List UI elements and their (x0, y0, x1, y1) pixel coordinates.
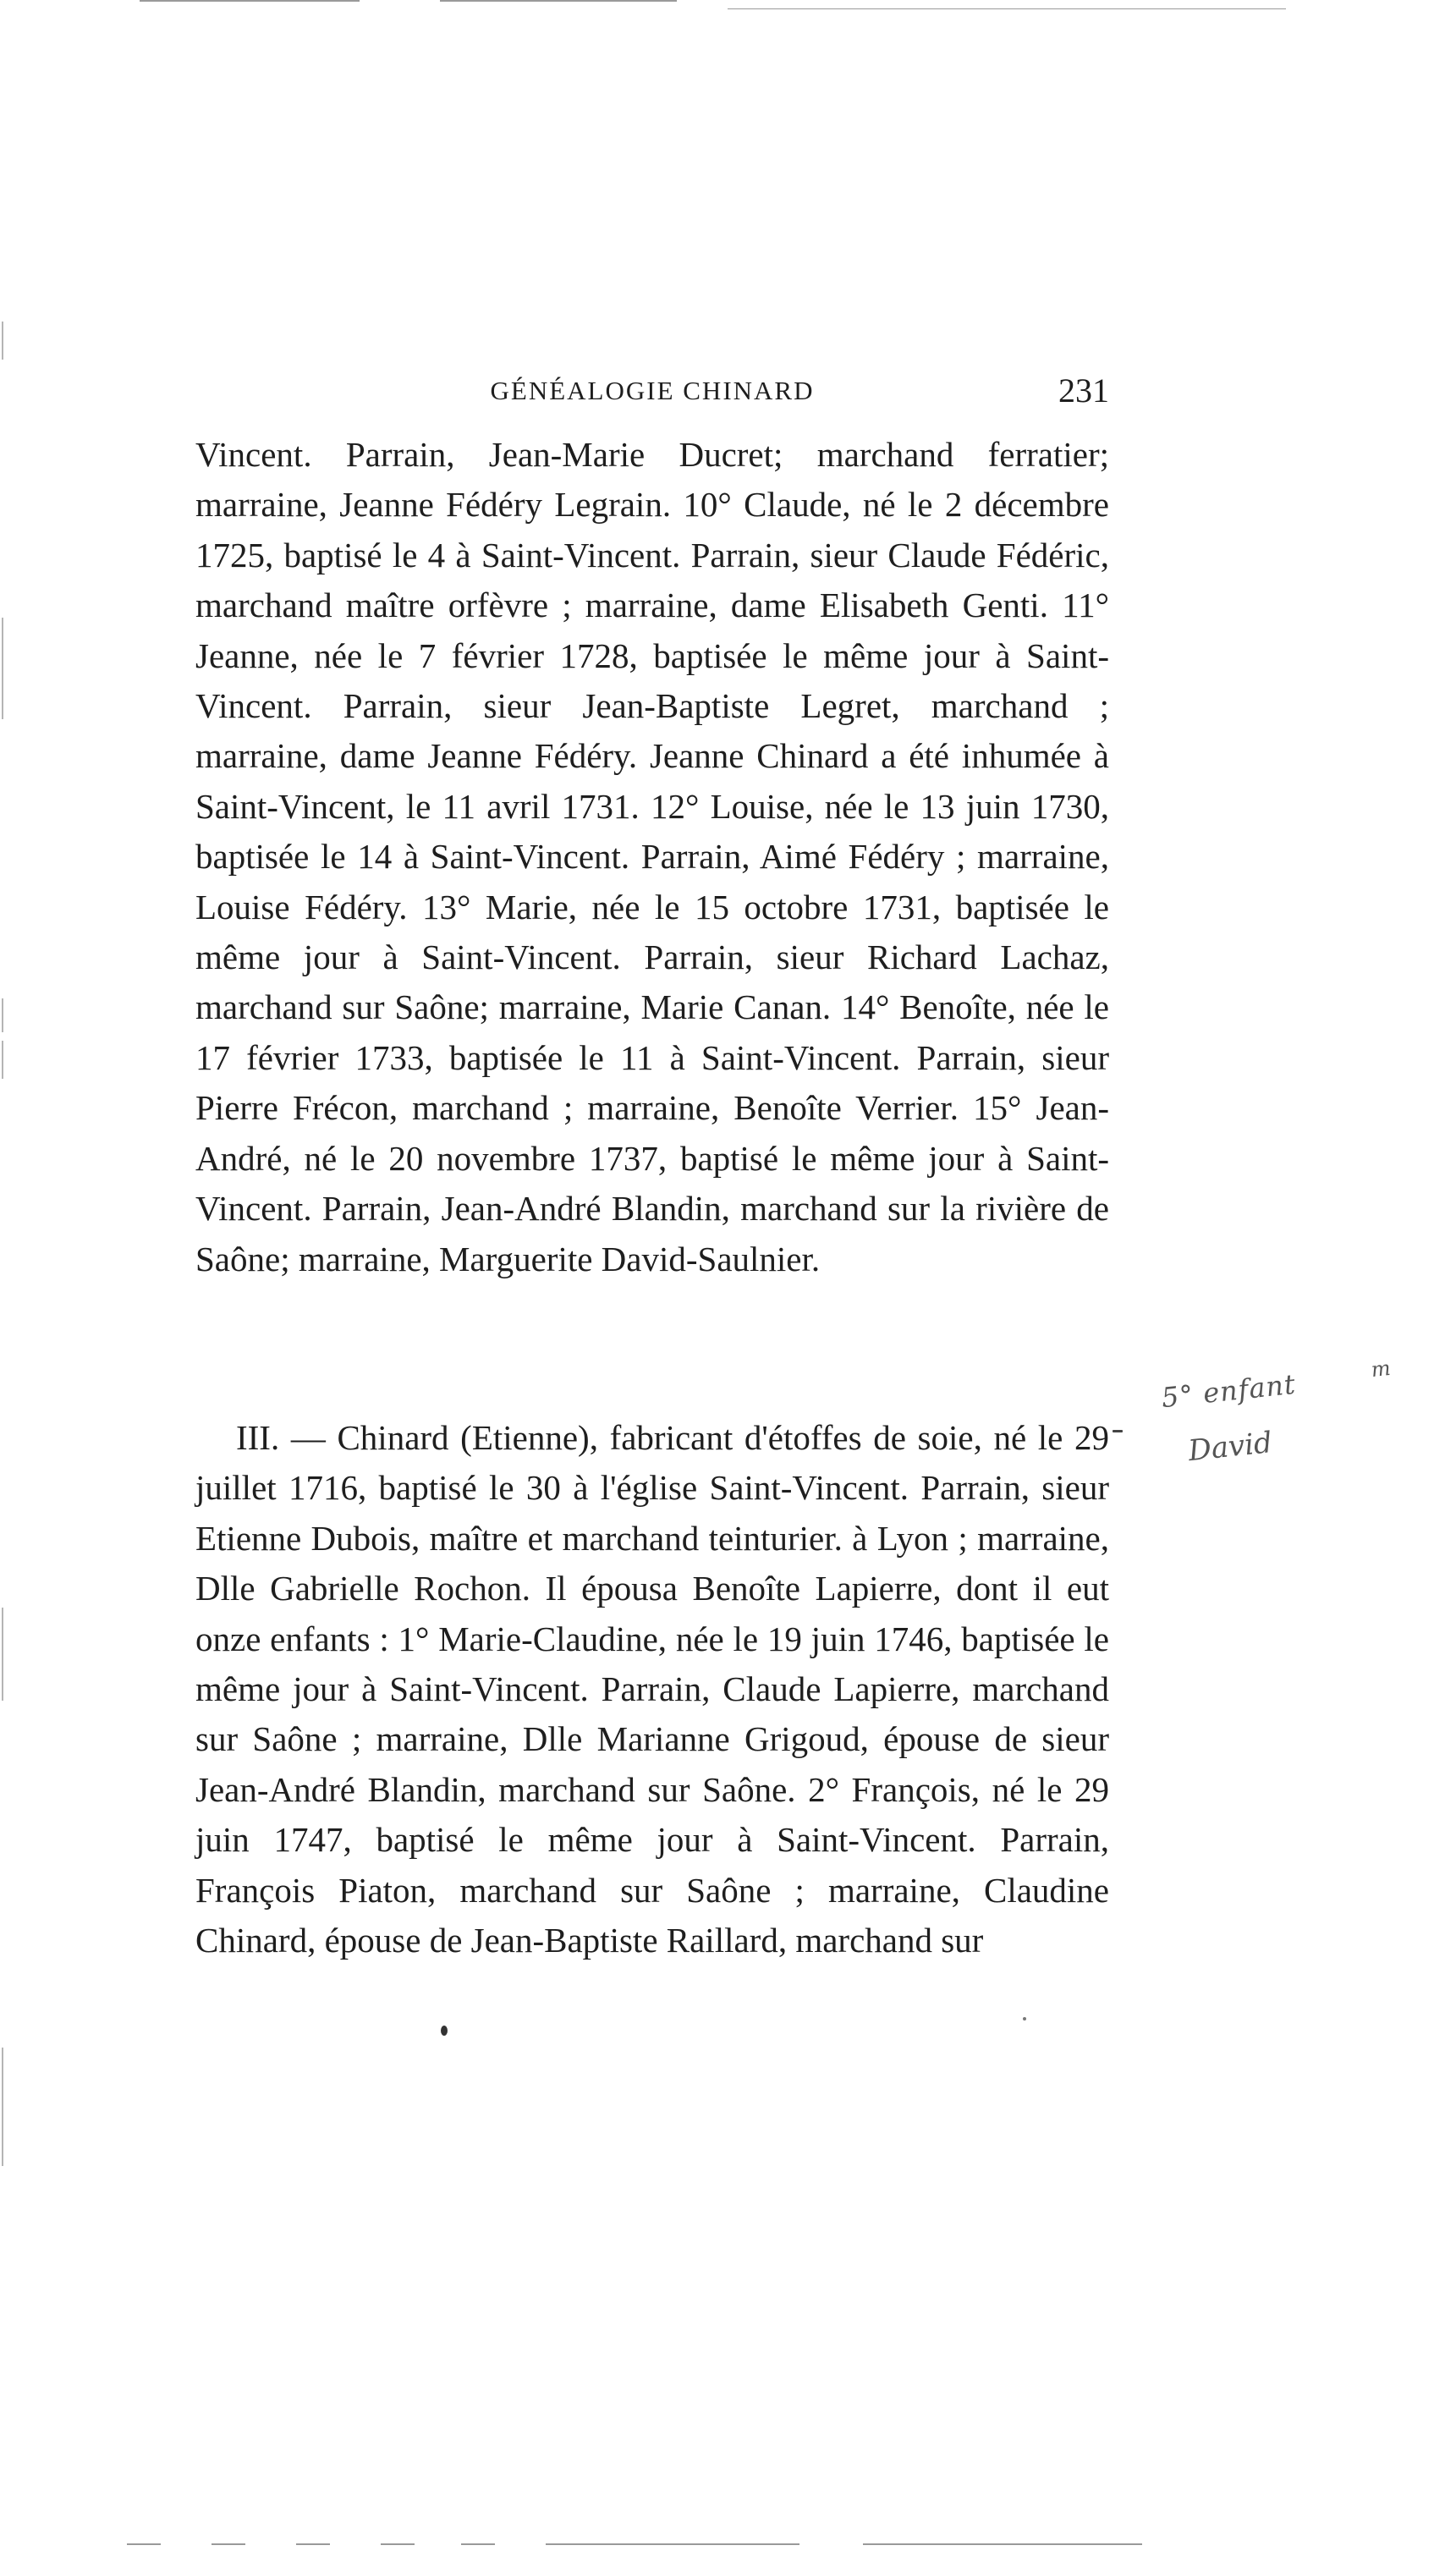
scan-margin-tick (2, 998, 3, 1032)
page-number: 231 (1058, 371, 1109, 410)
ink-speck (441, 2026, 448, 2036)
scan-edge-rule (546, 2543, 799, 2545)
scan-edge-rule (863, 2543, 1142, 2545)
scan-edge-rule (140, 0, 360, 2)
scan-edge-rule (381, 2543, 415, 2545)
handwritten-margin-note (1146, 1347, 1429, 1502)
scan-margin-tick (2, 2048, 3, 2166)
scan-margin-tick (2, 322, 3, 360)
scan-edge-rule (212, 2543, 245, 2545)
margin-note-line: 5° enfant (1159, 1367, 1298, 1415)
running-title: GÉNÉALOGIE CHINARD (490, 376, 815, 405)
scan-margin-tick (2, 618, 3, 719)
scan-edge-rule (440, 0, 677, 2)
body-paragraph: III. — Chinard (Etienne), fabricant d'étoffes de soie, né le 29 juillet 1716, baptisé le 30 à l'église Saint-Vincent. Parrain, sieur Etienne Dubois, maître et marchand teinturier. à Lyon ; marraine, Dlle Gabrielle Rochon. Il épousa Benoîte Lapierre, dont il eut onze enfants : 1° Marie-Claudine, née le 19 juin 1746, baptisée le même jour à Saint-Vincent. Parrain, Claude Lapierre, marchand sur Saône ; marraine, Dlle Marianne Grigoud, épouse de sieur Jean-André Blandin, marchand sur Saône. 2° François, né le 29 juin 1747, baptisé le même jour à Saint-Vincent. Parrain, François Piaton, marchand sur Saône ; marraine, Claudine Chinard, épouse de Jean-Baptiste Raillard, marchand sur (195, 1418, 1109, 1960)
scan-margin-tick (2, 1041, 3, 1079)
ink-speck (1023, 2017, 1026, 2020)
ink-speck (1113, 1430, 1123, 1432)
scan-edge-rule (461, 2543, 495, 2545)
margin-note-line: David (1186, 1426, 1274, 1469)
scan-edge-rule (728, 8, 1286, 9)
margin-note-line: m (1370, 1355, 1392, 1383)
body-paragraph: Vincent. Parrain, Jean-Marie Ducret; marchand ferratier; marraine, Jeanne Fédéry Legrain. 10° Claude, né le 2 décembre 1725, baptisé le 4 à Saint-Vincent. Parrain, sieur Claude Fédéric, marchand maître orfèvre ; marraine, dame Elisabeth Genti. 11° Jeanne, née le 7 février 1728, baptisée le même jour à Saint-Vincent. Parrain, sieur Jean-Baptiste Legret, marchand ; marraine, dame Jeanne Fédéry. Jeanne Chinard a été inhumée à Saint-Vincent, le 11 avril 1731. 12° Louise, née le 13 juin 1730, baptisée le 14 à Saint-Vincent. Parrain, Aimé Fédéry ; marraine, Louise Fédéry. 13° Marie, née le 15 octobre 1731, baptisée le même jour à Saint-Vincent. Parrain, sieur Richard Lachaz, marchand sur Saône; marraine, Marie Canan. 14° Benoîte, née le 17 février 1733, baptisée le 11 à Saint-Vincent. Parrain, sieur Pierre Frécon, marchand ; marraine, Benoîte Verrier. 15° Jean-André, né le 20 novembre 1737, baptisé le même jour à Saint-Vincent. Parrain, Jean-André Blandin, marchand sur la rivière de Saône; marraine, Marguerite David-Saulnier. (195, 435, 1109, 1278)
scan-margin-tick (2, 1608, 3, 1701)
running-header (195, 366, 1109, 416)
scan-edge-rule (127, 2543, 161, 2545)
scan-edge-rule (296, 2543, 330, 2545)
